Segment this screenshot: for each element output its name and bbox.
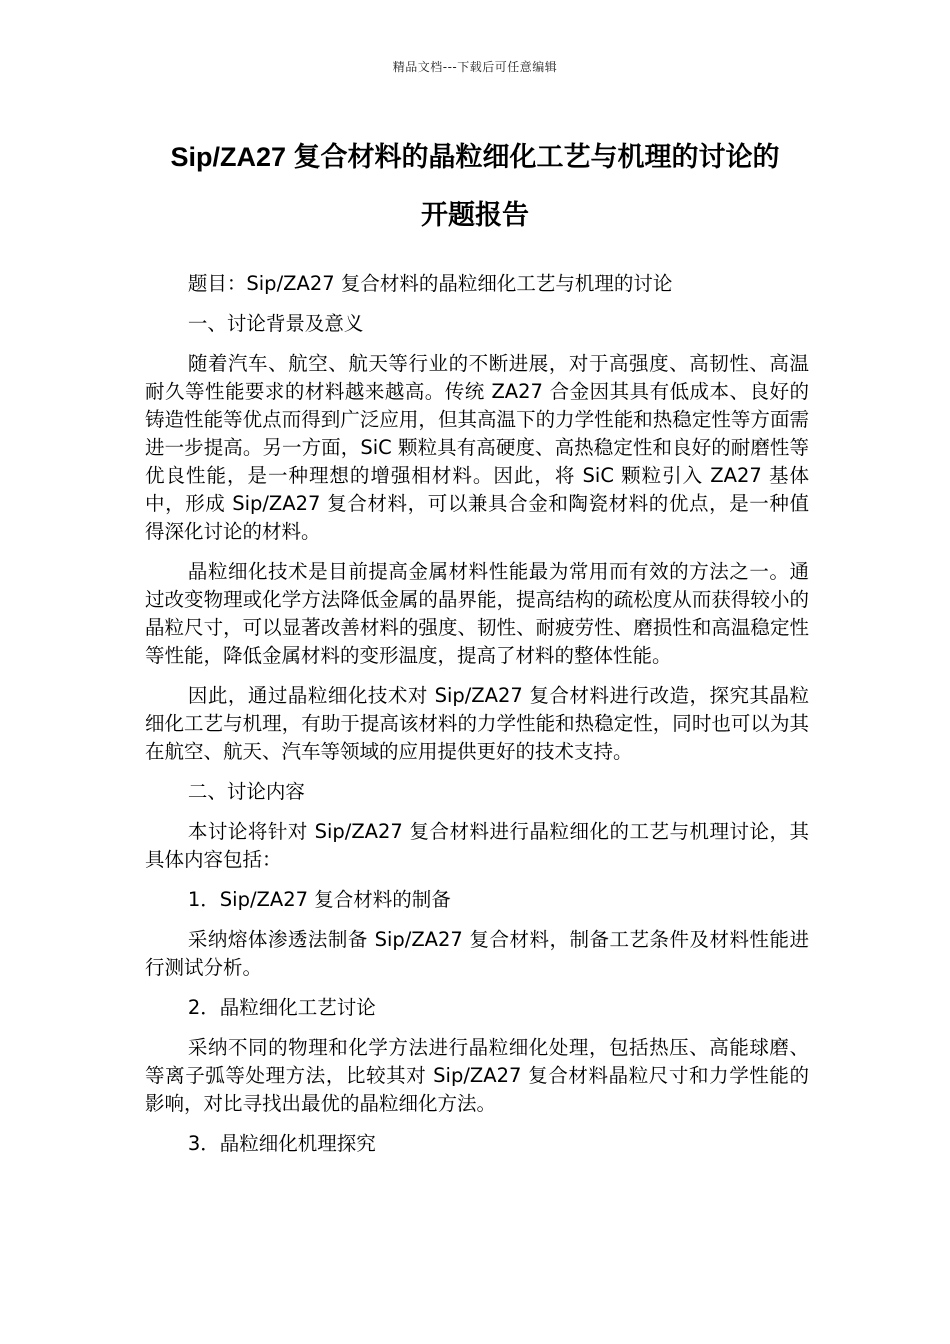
section-heading-background: 一、讨论背景及意义: [187, 312, 364, 335]
document-title-line-2: 开题报告: [421, 200, 529, 230]
body-paragraph: 本讨论将针对 Sip/ZA27 复合材料进行晶粒细化的工艺与机理讨论，其具体内容包括：: [145, 820, 809, 871]
subsection-heading: 3．晶粒细化机理探究: [187, 1132, 376, 1155]
document-body: [145, 270, 809, 1170]
body-paragraph: 随着汽车、航空、航天等行业的不断进展，对于高强度、高韧性、高温耐久等性能要求的材料越来越高。传统 ZA27 合金因其具有低成本、良好的铸造性能等优点而得到广泛应用，但其高温下的力学性能和热稳定性等方面需进一步提高。另一方面，SiC 颗粒具有高硬度、高热稳定性和良好的耐磨性等优良性能，是一种理想的增强相材料。因此，将 SiC 颗粒引入 ZA27 基体中，形成 Sip/ZA27 复合材料，可以兼具合金和陶瓷材料的优点，是一种值得深化讨论的材料。: [145, 352, 809, 543]
body-paragraph: 采纳熔体渗透法制备 Sip/ZA27 复合材料，制备工艺条件及材料性能进行测试分析。: [145, 928, 809, 979]
subsection-heading: 2．晶粒细化工艺讨论: [187, 996, 376, 1019]
body-paragraph: 采纳不同的物理和化学方法进行晶粒细化处理，包括热压、高能球磨、等离子弧等处理方法，比较其对 Sip/ZA27 复合材料晶粒尺寸和力学性能的影响，对比寻找出最优的晶粒细化方法。: [145, 1036, 809, 1115]
document-title-line-1: Sip/ZA27 复合材料的晶粒细化工艺与机理的讨论的: [170, 142, 780, 172]
subsection-heading: 1．Sip/ZA27 复合材料的制备: [187, 888, 451, 911]
topic-line: 题目：Sip/ZA27 复合材料的晶粒细化工艺与机理的讨论: [187, 272, 673, 295]
section-heading-content: 二、讨论内容: [187, 780, 305, 803]
body-paragraph: 晶粒细化技术是目前提高金属材料性能最为常用而有效的方法之一。通过改变物理或化学方法降低金属的晶界能，提高结构的疏松度从而获得较小的晶粒尺寸，可以显著改善材料的强度、韧性、耐疲劳性、磨损性和高温稳定性等性能，降低金属材料的变形温度，提高了材料的整体性能。: [145, 560, 809, 667]
body-paragraph: 因此，通过晶粒细化技术对 Sip/ZA27 复合材料进行改造，探究其晶粒细化工艺与机理，有助于提高该材料的力学性能和热稳定性，同时也可以为其在航空、航天、汽车等领域的应用提供更好的技术支持。: [145, 684, 809, 763]
page-header: 精品文档---下载后可任意编辑: [392, 60, 558, 74]
